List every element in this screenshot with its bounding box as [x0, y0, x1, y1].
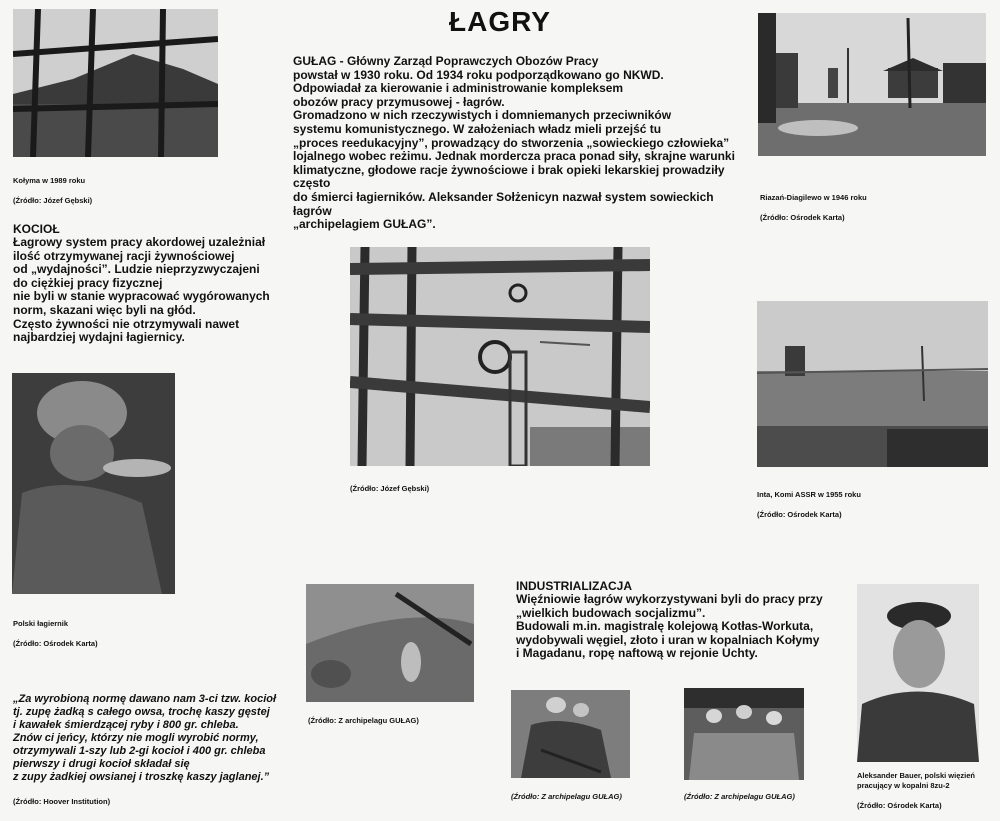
industrializacja-text: Więźniowie łagrów wykorzystywani byli do pracy przy „wielkich budowach socjalizmu”. Budowali m.in. magistralę kolejową Kotłas-Workuta, wydobywali węgiel, złoto i uran w kopalniach Kołymy i Magadanu, ropę naftową w rejonie Uchty. [516, 592, 823, 661]
workers2-caption: (Źródło: Z archipelagu GUŁAG) [684, 792, 795, 801]
mine-caption: (Źródło: Z archipelagu GUŁAG) [308, 716, 419, 725]
polish-prisoner-photo [12, 373, 175, 594]
mine-photo [306, 584, 474, 702]
fence-emblem-photo [350, 247, 650, 466]
bauer-portrait-photo [857, 584, 979, 762]
quote-source: (Źródło: Hoover Institution) [13, 797, 111, 806]
industrializacja-heading: INDUSTRIALIZACJA [516, 579, 632, 593]
kociol-heading: KOCIOŁ [13, 222, 60, 236]
kolyma-caption: Kołyma w 1989 roku (Źródło: Józef Gębski) [13, 176, 93, 205]
riazan-caption: Riazań-Diagilewo w 1946 roku (Źródło: Ośrodek Karta) [760, 193, 867, 222]
bauer-caption: Aleksander Bauer, polski więzień pracujący w kopalni 8zu-2 (Źródło: Ośrodek Karta) [857, 771, 975, 810]
kociol-text: Łagrowy system pracy akordowej uzależniał ilość otrzymywanej racji żywnościowej od „wydajności”. Ludzie nieprzyzwyczajeni do ciężkiej pracy fizycznej nie byli w stanie wypracować wygórowanych norm, skazani więc byli na głód. Często żywności nie otrzymywali nawet najbardziej wydajni łagiernicy. [13, 235, 270, 345]
workers1-caption: (Źródło: Z archipelagu GUŁAG) [511, 792, 622, 801]
page-title: ŁAGRY [449, 6, 551, 37]
inta-photo [757, 301, 988, 467]
polish-caption: Polski łagiernik (Źródło: Ośrodek Karta) [13, 619, 98, 648]
quote-text: „Za wyrobioną normę dawano nam 3-ci tzw. kocioł tj. zupę żadką s całego owsa, trochę kaszy gęstej i kawałek śmierdzącej ryby i 800 gr. chleba. Znów ci jeńcy, którzy nie mogli wyrobić normy, otrzymywali 1-szy lub 2-gi kocioł i 400 gr. chleba pierwszy i drugi kocioł składał się z zupy żadkiej owsianej i troszkę kaszy jaglanej.” [13, 693, 277, 783]
workers-photo-2 [684, 688, 804, 780]
intro-text: GUŁAG - Główny Zarząd Poprawczych Obozów Pracy powstał w 1930 roku. Od 1934 roku podporządkowano go NKWD. Odpowiadał za kierowanie i administrowanie kompleksem obozów pracy przymusowej - łagrów. Gromadzono w nich rzeczywistych i domniemanych przeciwników systemu komunistycznego. W założeniach władz mieli przejść tu „proces reedukacyjny”, prowadzący do stworzenia „sowieckiego człowieka” lojalnego wobec reżimu. Jednak mordercza praca ponad siły, skrajne warunki klimatyczne, głodowe racje żywnościowe i brak opieki lekarskiej prowadziły często do śmierci łagierników. Aleksander Sołżenicyn nazwał system sowieckich łagrów „archipelagiem GUŁAG”. [293, 54, 735, 232]
riazan-photo [758, 13, 986, 156]
workers-photo-1 [511, 690, 630, 778]
inta-caption: Inta, Komi ASSR w 1955 roku (Źródło: Ośrodek Karta) [757, 490, 861, 519]
kolyma-photo [13, 9, 218, 157]
center-caption: (Źródło: Józef Gębski) [350, 484, 430, 493]
